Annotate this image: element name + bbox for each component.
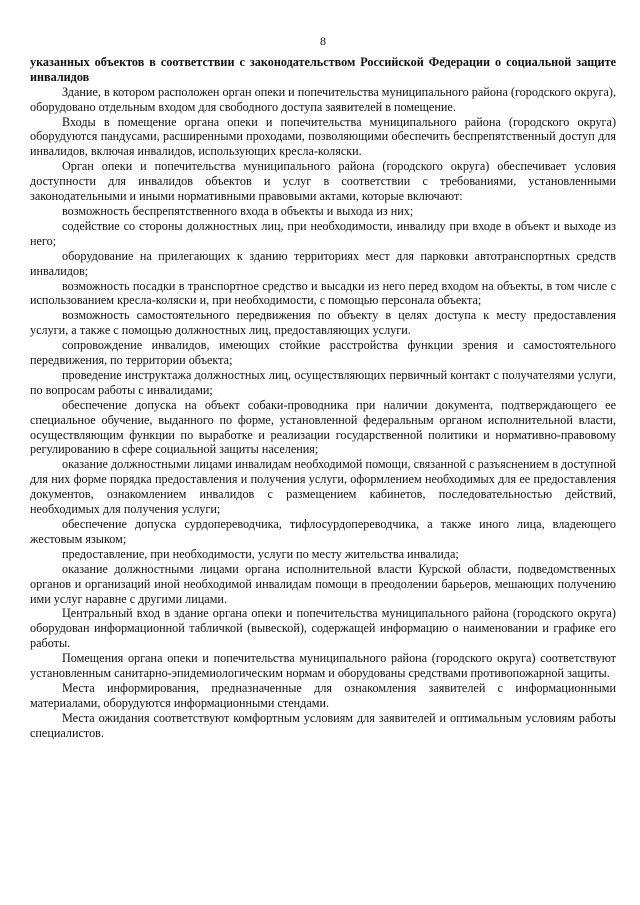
list-item: возможность самостоятельного передвижения по объекту в целях доступа к месту предоставления услуги, а также с помощью должностных лиц, предоставляющих услуги. [30, 308, 616, 338]
intro-paragraph-1: Здание, в котором расположен орган опеки и попечительства муниципального района (городского округа), оборудовано отдельным входом для свободного доступа заявителей в помещение. [30, 84, 616, 114]
list-item: оказание должностными лицами инвалидам необходимой помощи, связанной с разъяснением в доступной для них форме порядка предоставления и получения услуги, оформлением необходимых для ее предоставления документов, ознакомлением инвалидов с размещением кабинетов, последовательностью действий, необходимых для получения услуги; [30, 457, 616, 517]
list-item: обеспечение допуска сурдопереводчика, тифлосурдопереводчика, а также иного лица, владеющего жестовым языком; [30, 517, 616, 546]
list-item: обеспечение допуска на объект собаки-проводника при наличии документа, подтверждающего ее специальное обучение, выданного по форме, установленной федеральным органом исполнительной власти, осуществляющим функции по выработке и реализации государственной политики и нормативно-правовому регулированию в сфере социальной защиты населения; [30, 397, 616, 457]
closing-paragraph-3: Места информирования, предназначенные для ознакомления заявителей с информационными материалами, оборудуются информационными стендами. [30, 680, 616, 710]
list-item: содействие со стороны должностных лиц, при необходимости, инвалиду при входе в объект и выходе из него; [30, 218, 616, 248]
list-item: проведение инструктажа должностных лиц, осуществляющих первичный контакт с получателями услуги, по вопросам работы с инвалидами; [30, 367, 616, 397]
list-item: возможность посадки в транспортное средство и высадки из него перед входом на объекты, в том числе с использованием кресла-коляски и, при необходимости, с помощью персонала объекта; [30, 278, 616, 308]
list-item: сопровождение инвалидов, имеющих стойкие расстройства функции зрения и самостоятельного передвижения, по территории объекта; [30, 338, 616, 368]
list-item: возможность беспрепятственного входа в объекты и выхода из них; [62, 203, 414, 218]
page-number: 8 [320, 34, 326, 48]
list-item: оказание должностными лицами органа исполнительной власти Курской области, подведомственных органов и организаций иной необходимой инвалидам помощи в преодолении барьеров, мешающих получению ими услуг наравне с другими лицами. [30, 561, 616, 606]
intro-paragraph-2: Входы в помещение органа опеки и попечительства муниципального района (городского округа) оборудуются пандусами, расширенными проходами, позволяющими обеспечить беспрепятственный доступ для инвалидов, включая инвалидов, использующих кресла-коляски. [30, 114, 616, 159]
list-item: предоставление, при необходимости, услуги по месту жительства инвалида; [62, 546, 459, 561]
lead-paragraph: указанных объектов в соответствии с законодательством Российской Федерации о социальной защите инвалидов [30, 54, 616, 84]
closing-paragraph-2: Помещения органа опеки и попечительства муниципального района (городского округа) соответствуют установленным санитарно-эпидемиологическим нормам и оборудованы средствами противопожарной защиты. [30, 651, 616, 681]
closing-paragraph-1: Центральный вход в здание органа опеки и попечительства муниципального района (городского округа) оборудован информационной табличкой (вывеской), содержащей информацию о наименовании и графике его работы. [30, 606, 616, 651]
list-item: оборудование на прилегающих к зданию территориях мест для парковки автотранспортных средств инвалидов; [30, 248, 616, 278]
intro-paragraph-3: Орган опеки и попечительства муниципального района (городского округа) обеспечивает условия доступности для инвалидов объектов и услуг в соответствии с требованиями, установленными законодательными и иными нормативными правовыми актами, которые включают: [30, 159, 616, 204]
closing-paragraph-4: Места ожидания соответствуют комфортным условиям для заявителей и оптимальным условиям работы специалистов. [30, 710, 616, 740]
